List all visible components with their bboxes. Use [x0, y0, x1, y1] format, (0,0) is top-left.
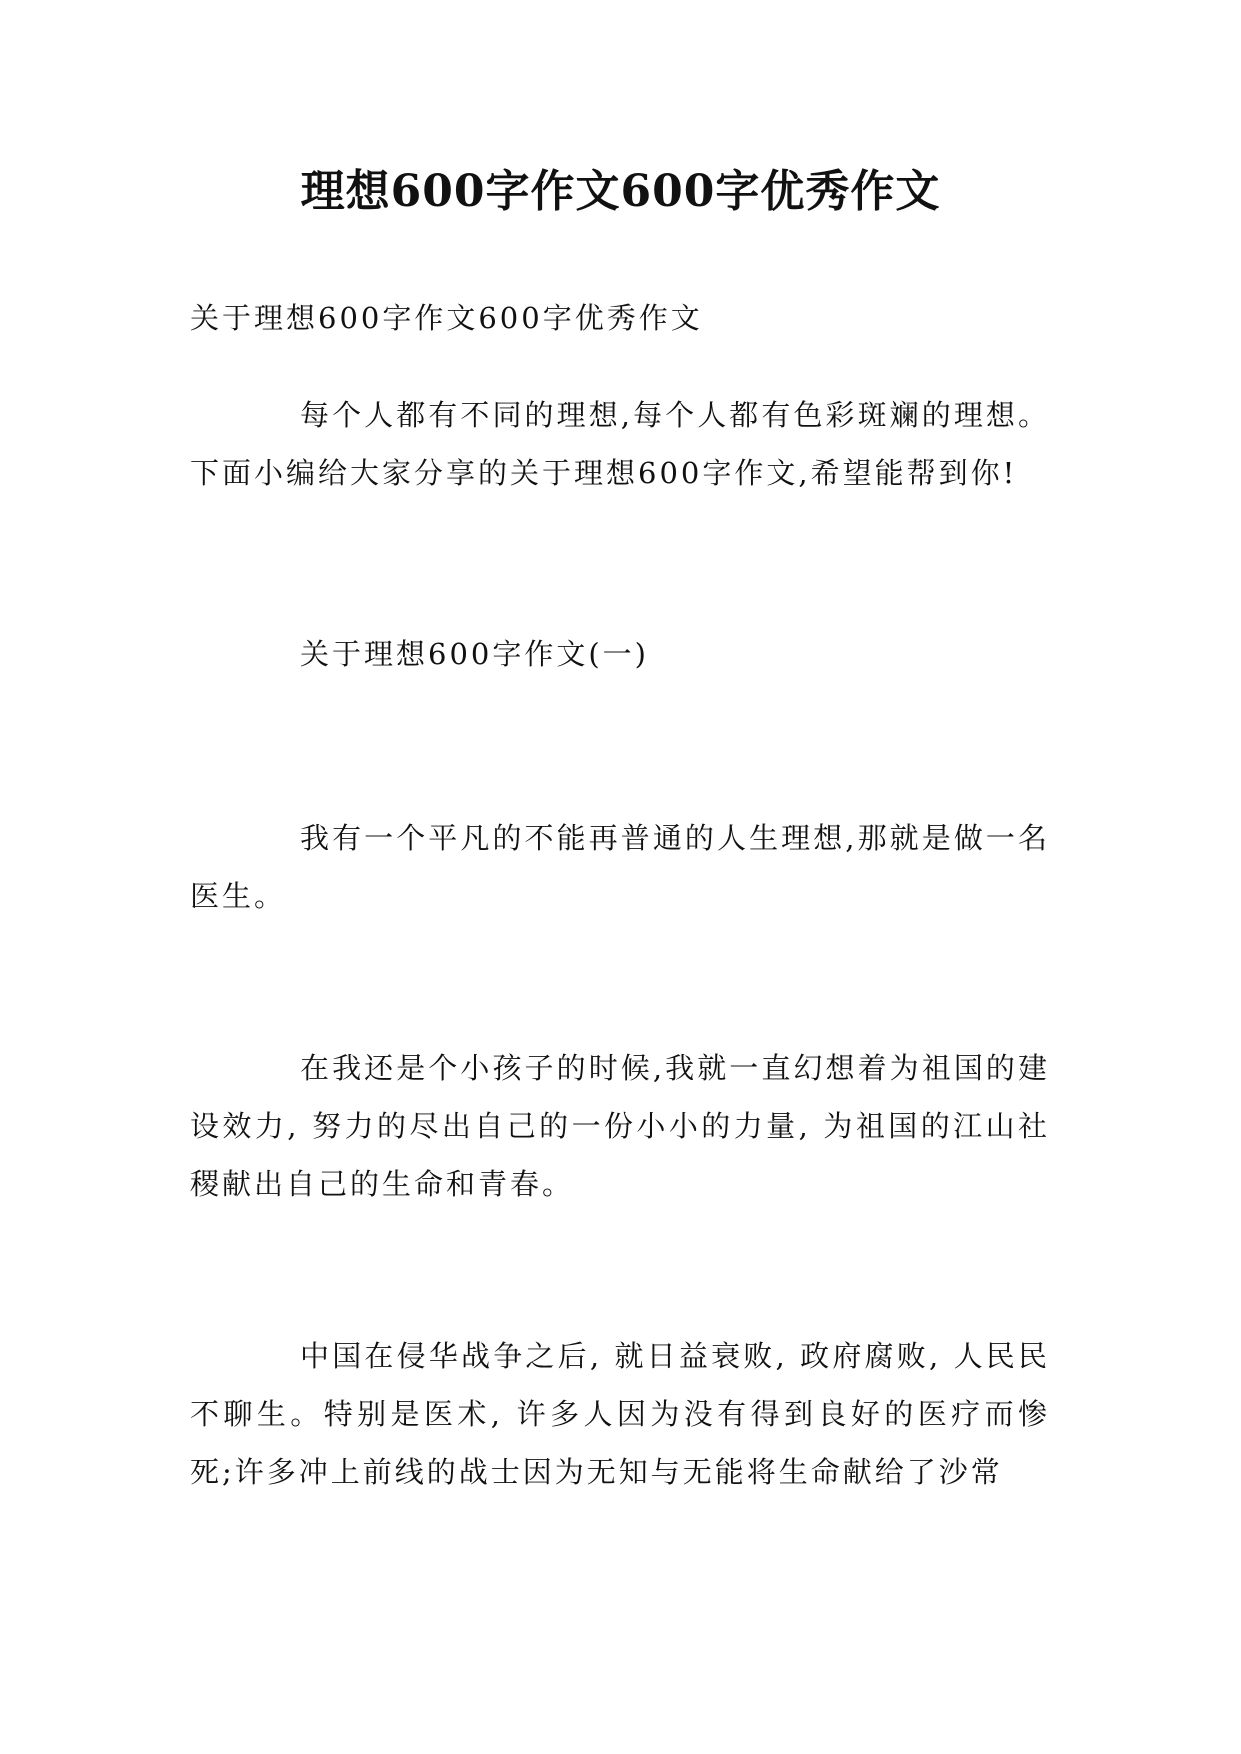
document-title: 理想600字作文600字优秀作文 [300, 166, 941, 217]
body-paragraph-1: 我有一个平凡的不能再普通的人生理想,那就是做一名医生。 [190, 821, 1050, 913]
body-paragraph-3: 中国在侵华战争之后, 就日益衰败, 政府腐败, 人民民不聊生。特别是医术, 许多人因为没有得到良好的医疗而惨死;许多冲上前线的战士因为无知与无能将生命献给了沙常 [190, 1339, 1050, 1489]
body-paragraph-2: 在我还是个小孩子的时候,我就一直幻想着为祖国的建设效力, 努力的尽出自己的一份小小的力量, 为祖国的江山社稷献出自己的生命和青春。 [190, 1051, 1050, 1201]
intro-paragraph: 每个人都有不同的理想,每个人都有色彩斑斓的理想。下面小编给大家分享的关于理想600字作文,希望能帮到你! [190, 398, 1050, 490]
document-subtitle: 关于理想600字作文600字优秀作文 [190, 301, 703, 335]
section-heading: 关于理想600字作文(一) [300, 637, 649, 671]
